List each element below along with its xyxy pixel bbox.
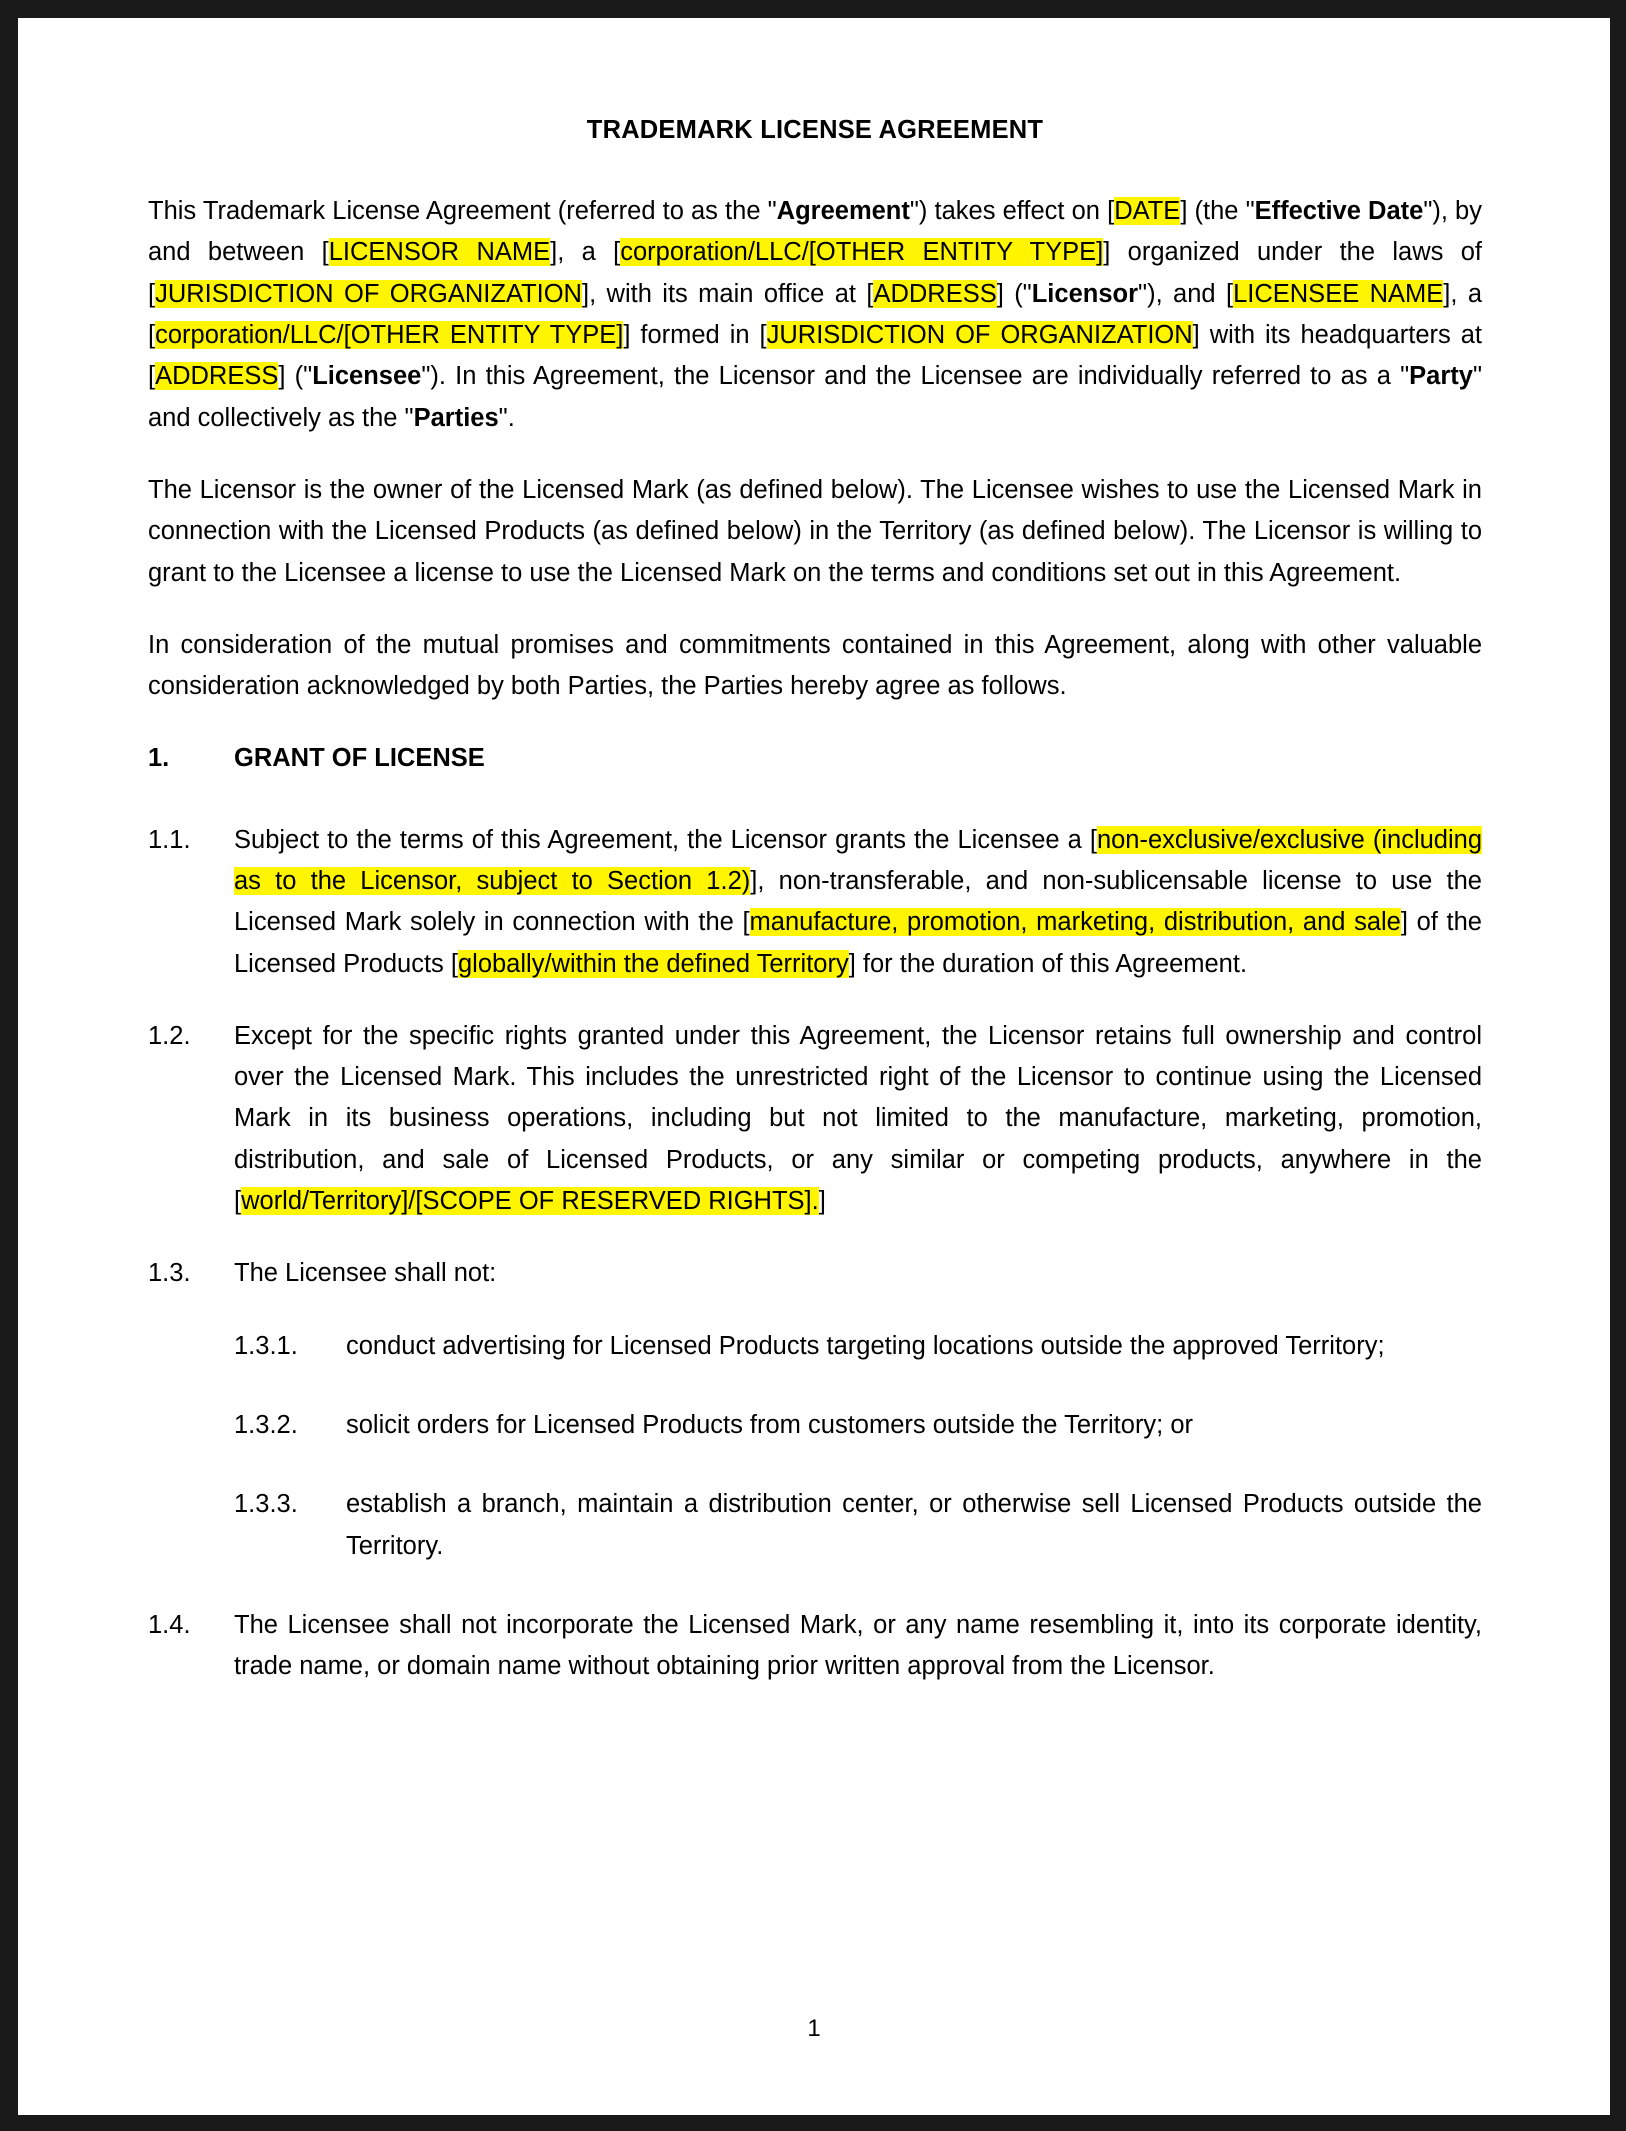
placeholder-licensee-jurisdiction: JURISDICTION OF ORGANIZATION bbox=[766, 321, 1193, 350]
clause-1-2-number: 1.2. bbox=[148, 1021, 191, 1050]
clause-1-3-1-number: 1.3.1. bbox=[234, 1331, 298, 1360]
preamble-text-s12: ] with its headquarters at [ bbox=[148, 321, 1482, 391]
clause-1-3-number: 1.3. bbox=[148, 1259, 191, 1288]
preamble-text-s13: ] (" bbox=[278, 362, 313, 391]
clause-1-3-body: The Licensee shall not: bbox=[234, 1259, 497, 1288]
preamble-text-s14: "). In this Agreement, the Licensor and the Licensee are individually referred to as a " bbox=[421, 362, 1410, 391]
placeholder-reserved-rights-scope: world/Territory]/[SCOPE OF RESERVED RIGHTS]. bbox=[241, 1187, 819, 1216]
clause-1-4-body: The Licensee shall not incorporate the Licensed Mark, or any name resembling it, into its corporate identity, trade name, or domain name without obtaining prior written approval from the Licensor. bbox=[234, 1610, 1482, 1681]
clause-1-1-s1: Subject to the terms of this Agreement, the Licensor grants the Licensee a [ bbox=[234, 825, 1097, 854]
preamble-text-s15: " and collectively as the " bbox=[148, 362, 1482, 432]
clause-1-3-2-row bbox=[234, 1405, 1482, 1446]
clause-1-3-1-body: conduct advertising for Licensed Products targeting locations outside the approved Territory; bbox=[346, 1331, 1385, 1360]
preamble-paragraph-2: The Licensor is the owner of the Licensed Mark (as defined below). The Licensee wishes to use the Licensed Mark in connection with the Licensed Products (as defined below) in the Territory (as defined below). The Licensor is willing to grant to the Licensee a license to use the Licensed Mark on the terms and conditions set out in this Agreement. bbox=[148, 475, 1482, 587]
term-parties: Parties bbox=[413, 403, 499, 432]
clause-1-3-3-number: 1.3.3. bbox=[234, 1490, 298, 1519]
placeholder-exclusivity: non-exclusive/exclusive (including as to the Licensor, subject to Section 1.2) bbox=[234, 825, 1483, 895]
page-title: TRADEMARK LICENSE AGREEMENT bbox=[586, 116, 1044, 144]
clause-1-3-1-row bbox=[234, 1326, 1482, 1367]
preamble-text-s6: ] organized under the laws of [ bbox=[148, 238, 1482, 308]
placeholder-licensor-entity-type: corporation/LLC/[OTHER ENTITY TYPE] bbox=[620, 238, 1104, 267]
preamble-text-s16: ". bbox=[498, 403, 515, 432]
placeholder-territory-scope: globally/within the defined Territory bbox=[457, 949, 849, 978]
clause-1-3-3-body: establish a branch, maintain a distribution center, or otherwise sell Licensed Products outside the Territory. bbox=[346, 1490, 1482, 1560]
placeholder-licensee-address: ADDRESS bbox=[155, 362, 279, 391]
clause-1-3-3-row bbox=[234, 1484, 1482, 1567]
clause-1-3-row bbox=[148, 1253, 1482, 1294]
clause-1-1-s2: ], non-transferable, and non-sublicensable license to use the Licensed Mark solely in connection with the [ bbox=[234, 867, 1482, 937]
clause-1-4-row bbox=[148, 1605, 1482, 1688]
placeholder-licensor-address: ADDRESS bbox=[873, 279, 997, 308]
clause-1-2-row bbox=[148, 1016, 1482, 1222]
preamble-text-s1: This Trademark License Agreement (referred to as the " bbox=[148, 197, 777, 226]
preamble-text-s10: ], a [ bbox=[148, 279, 1483, 350]
clause-1-1-s3: ] of the Licensed Products [ bbox=[234, 908, 1482, 978]
preamble-text-s5: ], a [ bbox=[550, 238, 621, 267]
preamble-text-s2: ") takes effect on [ bbox=[909, 197, 1115, 226]
page-number: 1 bbox=[807, 2015, 821, 2042]
term-party: Party bbox=[1409, 362, 1473, 391]
preamble-text-s7: ], with its main office at [ bbox=[581, 279, 874, 308]
preamble-text-s4: "), by and between [ bbox=[148, 197, 1482, 267]
clause-1-1-s4: ] for the duration of this Agreement. bbox=[848, 949, 1248, 978]
clause-1-1-number: 1.1. bbox=[148, 825, 191, 854]
clause-1-1-body bbox=[234, 820, 1482, 985]
placeholder-licensor-jurisdiction: JURISDICTION OF ORGANIZATION bbox=[155, 279, 582, 308]
term-licensee: Licensee bbox=[312, 362, 422, 391]
clause-1-2-s1: Except for the specific rights granted under this Agreement, the Licensor retains full ownership and control over the Licensed Mark. This includes the unrestricted right of the Licensor to continue using the Licensed Mark in its business operations, including but not limited to the manufacture, marketing, promotion, distribution, and sale of Licensed Products, or any similar or competing products, anywhere in the [ bbox=[234, 1021, 1482, 1216]
placeholder-licensee-entity-type: corporation/LLC/[OTHER ENTITY TYPE] bbox=[155, 321, 624, 350]
placeholder-date: DATE bbox=[1114, 197, 1181, 226]
preamble-text-s11: ] formed in [ bbox=[623, 321, 767, 350]
placeholder-licensor-name: LICENSOR NAME bbox=[328, 238, 551, 267]
preamble-text-s9: "), and [ bbox=[1138, 279, 1234, 308]
placeholder-licensee-name: LICENSEE NAME bbox=[1233, 279, 1444, 308]
preamble-text-s8: ] (" bbox=[996, 279, 1032, 308]
clause-1-4-number: 1.4. bbox=[148, 1610, 191, 1639]
preamble-paragraph-1 bbox=[148, 191, 1482, 439]
section-1-number: 1. bbox=[148, 744, 170, 773]
section-1-heading-row bbox=[148, 738, 1482, 779]
term-agreement: Agreement bbox=[776, 197, 910, 226]
clause-1-1-row bbox=[148, 820, 1482, 985]
term-licensor: Licensor bbox=[1031, 279, 1139, 308]
clause-1-2-s2: ] bbox=[818, 1187, 826, 1216]
section-1-heading: GRANT OF LICENSE bbox=[234, 744, 485, 773]
clause-1-3-2-number: 1.3.2. bbox=[234, 1410, 298, 1439]
term-effective-date: Effective Date bbox=[1254, 197, 1424, 226]
placeholder-permitted-activities: manufacture, promotion, marketing, distribution, and sale bbox=[749, 908, 1401, 937]
clause-1-3-2-body: solicit orders for Licensed Products from customers outside the Territory; or bbox=[346, 1410, 1194, 1439]
preamble-paragraph-3: In consideration of the mutual promises and commitments contained in this Agreement, along with other valuable consideration acknowledged by both Parties, the Parties hereby agree as follows. bbox=[148, 630, 1482, 701]
clause-1-2-body bbox=[234, 1016, 1482, 1222]
preamble-text-s3: ] (the " bbox=[1180, 197, 1255, 226]
document-page bbox=[18, 18, 1610, 2115]
